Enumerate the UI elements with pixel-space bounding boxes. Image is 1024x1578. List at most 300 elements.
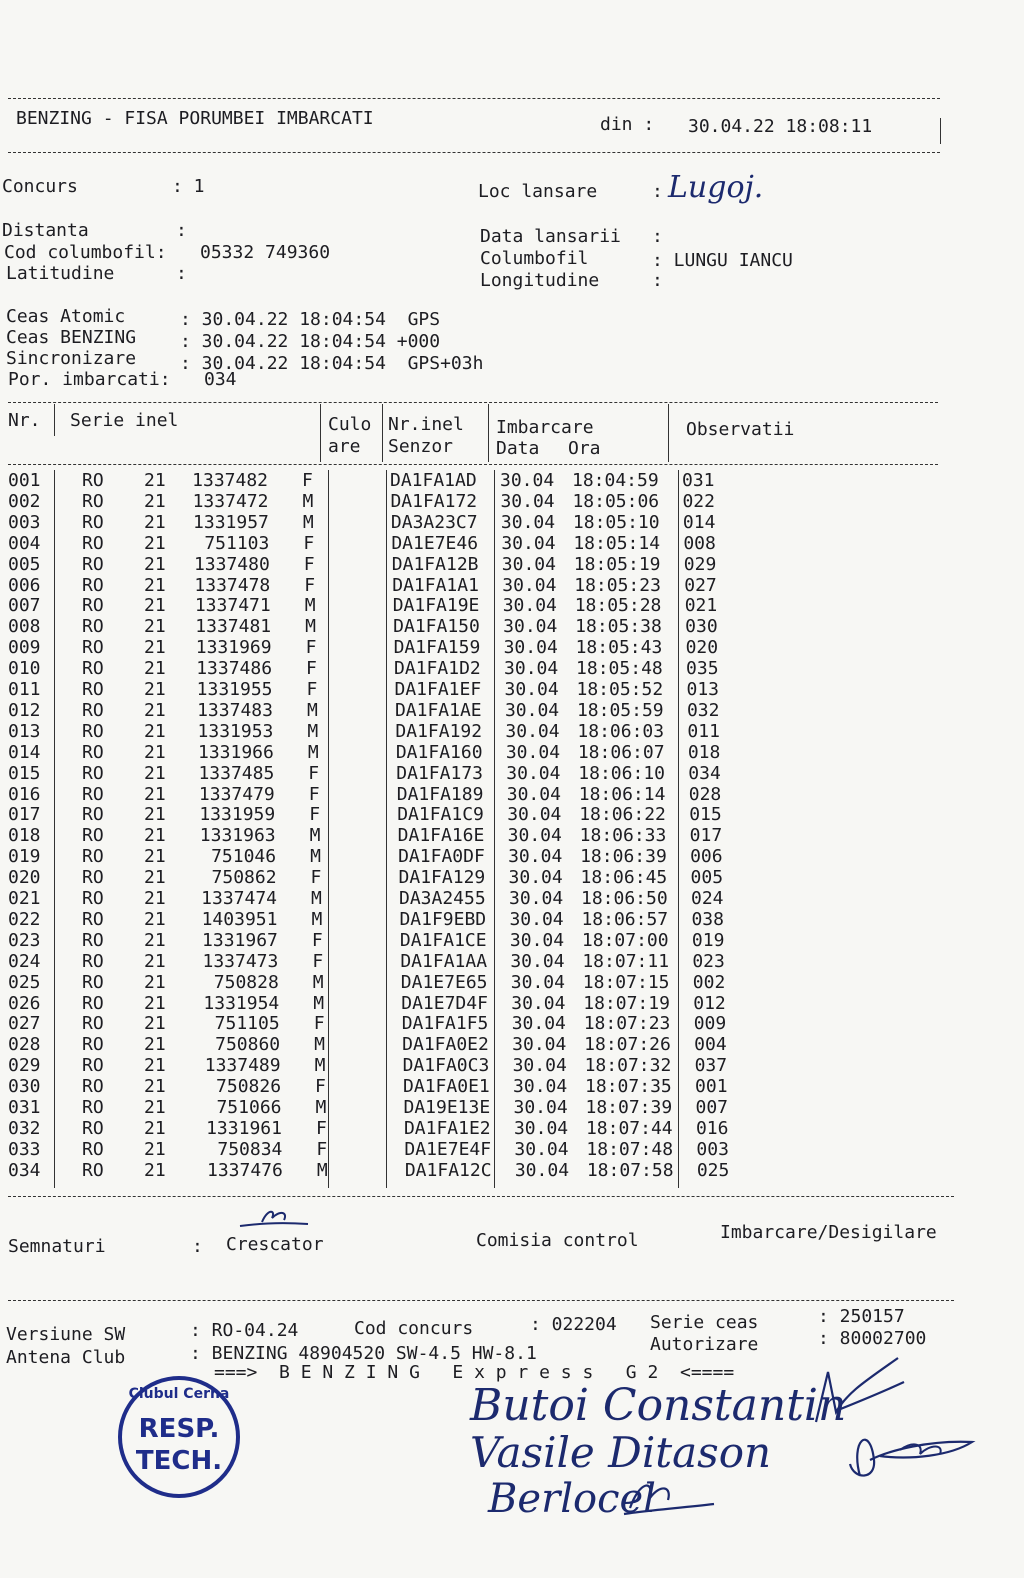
por-imbarcati-value: 034 <box>204 369 237 390</box>
comisia-control-label: Comisia control <box>476 1230 639 1251</box>
row-nr: 031 <box>8 1097 41 1118</box>
row-country: RO <box>82 1013 104 1035</box>
header-sep-culoare <box>382 404 383 462</box>
handwritten-name-3: Berlocel <box>488 1476 656 1522</box>
row-year: 21 <box>144 908 166 930</box>
row-sex: M <box>314 1034 325 1056</box>
row-ring-number: 1403951 <box>201 908 278 930</box>
row-observation: 035 <box>686 658 719 680</box>
row-year: 21 <box>144 658 166 680</box>
row-ring-number: 1337480 <box>193 553 270 575</box>
row-nr: 022 <box>8 908 41 930</box>
row-sensor: DA1FA1AE <box>394 699 482 721</box>
table-row <box>0 1160 1024 1181</box>
row-country: RO <box>82 699 104 721</box>
row-year: 21 <box>144 992 166 1014</box>
row-nr: 003 <box>8 511 41 533</box>
row-sex: F <box>315 1117 327 1139</box>
sincronizare-label: Sincronizare <box>6 348 137 369</box>
row-date: 30.04 <box>501 553 556 575</box>
body-sep-imbarcare <box>678 470 679 1188</box>
row-ring-number: 1331953 <box>197 720 274 742</box>
row-observation: 027 <box>684 574 717 596</box>
table-row <box>0 1076 1024 1097</box>
row-date: 30.04 <box>500 490 555 512</box>
row-time: 18:06:45 <box>580 867 668 889</box>
row-sex: M <box>302 511 314 533</box>
row-date: 30.04 <box>510 971 565 993</box>
table-row <box>0 575 1024 596</box>
row-time: 18:06:22 <box>579 804 666 826</box>
row-year: 21 <box>144 1097 166 1118</box>
row-ring-number: 751105 <box>214 1013 280 1035</box>
row-country: RO <box>82 825 104 847</box>
row-country: RO <box>82 1097 104 1118</box>
loc-lansare-label: Loc lansare <box>478 181 598 202</box>
handwritten-name-1: Butoi Constantin <box>470 1380 847 1431</box>
distanta-label: Distanta <box>2 220 89 241</box>
row-date: 30.04 <box>503 616 558 638</box>
row-sensor: DA1F9EBD <box>399 908 487 930</box>
row-country: RO <box>82 783 104 805</box>
row-country: RO <box>82 950 104 972</box>
row-ring-number: 751046 <box>211 846 277 868</box>
row-nr: 001 <box>8 470 41 491</box>
autorizare-value: : 80002700 <box>818 1328 927 1349</box>
table-row <box>0 1097 1024 1118</box>
row-observation: 014 <box>682 511 716 533</box>
row-date: 30.04 <box>505 720 560 742</box>
stamp-club-name: Clubul Cerna <box>128 1386 230 1402</box>
row-ring-number: 750834 <box>217 1138 283 1160</box>
header-side-bar <box>940 118 941 144</box>
table-row <box>0 1118 1024 1139</box>
row-country: RO <box>82 658 104 680</box>
row-time: 18:06:57 <box>581 908 669 930</box>
table-row <box>0 909 1024 930</box>
row-country: RO <box>82 532 104 554</box>
row-year: 21 <box>144 971 166 993</box>
row-year: 21 <box>144 553 166 575</box>
row-sex: F <box>315 1076 326 1098</box>
serie-ceas-label: Serie ceas <box>650 1312 759 1333</box>
row-date: 30.04 <box>503 637 558 659</box>
row-nr: 008 <box>8 616 41 638</box>
cod-columbofil-value: 05332 749360 <box>200 242 331 263</box>
din-value: 30.04.22 18:08:11 <box>688 116 873 137</box>
row-sex: M <box>307 741 319 763</box>
header-sep-senzor <box>488 404 489 462</box>
row-ring-number: 1337478 <box>194 574 271 596</box>
row-observation: 029 <box>683 553 717 575</box>
row-nr: 026 <box>8 992 41 1014</box>
row-sensor: DA1FA129 <box>398 867 486 889</box>
header-top-rule <box>8 98 940 99</box>
row-time: 18:05:52 <box>576 679 664 700</box>
row-nr: 024 <box>8 950 41 972</box>
row-year: 21 <box>144 511 166 533</box>
row-sensor: DA1FA1A1 <box>392 574 479 596</box>
row-country: RO <box>82 741 104 763</box>
col-header-nr-inel: Nr.inel <box>388 414 464 435</box>
row-observation: 016 <box>695 1117 729 1139</box>
row-date: 30.04 <box>510 950 565 972</box>
row-sex: M <box>313 992 325 1014</box>
row-country: RO <box>82 846 104 868</box>
row-year: 21 <box>144 846 166 868</box>
row-ring-number: 1337481 <box>195 616 272 638</box>
columbofil-label: Columbofil <box>480 248 589 269</box>
latitudine-label: Latitudine <box>6 263 115 284</box>
col-header-nr: Nr. <box>8 410 41 431</box>
benzing-express-line: ===> B E N Z I N G E x p r e s s G 2 <==== <box>214 1362 735 1383</box>
row-year: 21 <box>144 929 166 951</box>
signature-scribble-2 <box>840 1420 980 1490</box>
row-nr: 016 <box>8 783 41 805</box>
longitudine-colon: : <box>652 270 663 291</box>
row-time: 18:06:14 <box>578 783 666 805</box>
row-country: RO <box>82 971 104 993</box>
row-sensor: DA1FA150 <box>393 616 480 638</box>
header-sep-imbarcare <box>668 404 669 462</box>
row-year: 21 <box>144 574 166 596</box>
row-date: 30.04 <box>500 470 555 491</box>
row-nr: 034 <box>8 1159 41 1181</box>
row-sensor: DA1FA12C <box>404 1159 492 1181</box>
row-time: 18:06:07 <box>577 741 665 763</box>
row-observation: 011 <box>687 720 720 742</box>
col-header-observatii: Observatii <box>686 419 795 440</box>
row-date: 30.04 <box>509 888 564 909</box>
document-title: BENZING - FISA PORUMBEI IMBARCATI <box>16 108 374 129</box>
row-sensor: DA1FA172 <box>390 490 478 512</box>
row-sensor: DA1E7E65 <box>400 971 488 993</box>
din-label: din : <box>600 114 655 135</box>
row-ring-number: 750826 <box>216 1076 282 1098</box>
row-ring-number: 1337485 <box>198 762 275 784</box>
row-time: 18:06:33 <box>579 825 667 847</box>
row-sensor: DA1E7E4F <box>404 1138 492 1160</box>
row-ring-number: 1331961 <box>206 1117 282 1139</box>
row-sex: F <box>306 658 317 680</box>
crescator-signature <box>236 1204 316 1232</box>
header-sep-serie <box>320 404 321 462</box>
row-country: RO <box>82 992 104 1014</box>
row-sensor: DA19E13E <box>403 1097 491 1118</box>
row-date: 30.04 <box>501 532 556 554</box>
row-observation: 001 <box>695 1076 728 1098</box>
concurs-value: : 1 <box>172 176 205 197</box>
table-row <box>0 554 1024 575</box>
row-sensor: DA1FA1CE <box>399 929 487 951</box>
row-sex: M <box>302 490 314 512</box>
row-nr: 021 <box>8 888 41 909</box>
row-ring-number: 1331955 <box>196 679 273 700</box>
row-time: 18:05:19 <box>573 553 661 575</box>
row-observation: 019 <box>691 929 725 951</box>
row-ring-number: 1337489 <box>204 1055 281 1077</box>
ceas-benzing-value: : 30.04.22 18:04:54 +000 <box>180 331 441 352</box>
row-time: 18:07:23 <box>583 1013 671 1035</box>
stamp-line-2: TECH. <box>135 1446 223 1476</box>
row-ring-number: 1337486 <box>196 658 273 680</box>
row-country: RO <box>82 1159 104 1181</box>
row-country: RO <box>82 804 104 826</box>
row-sensor: DA3A2455 <box>399 888 486 909</box>
row-sex: F <box>304 574 316 596</box>
row-time: 18:06:50 <box>581 888 668 909</box>
row-date: 30.04 <box>512 1055 567 1077</box>
row-nr: 029 <box>8 1055 41 1077</box>
row-ring-number: 1337476 <box>206 1159 283 1181</box>
row-time: 18:06:39 <box>580 846 667 868</box>
table-row <box>0 825 1024 846</box>
row-date: 30.04 <box>506 783 561 805</box>
row-sensor: DA3A23C7 <box>390 511 478 533</box>
row-time: 18:05:10 <box>572 511 660 533</box>
row-year: 21 <box>144 616 166 638</box>
row-nr: 013 <box>8 720 41 742</box>
row-year: 21 <box>144 699 166 721</box>
table-row <box>0 1034 1024 1055</box>
row-ring-number: 1331969 <box>195 637 272 659</box>
row-sex: M <box>314 1055 326 1077</box>
table-row <box>0 888 1024 909</box>
row-sensor: DA1FA0E2 <box>402 1034 489 1056</box>
ceas-atomic-label: Ceas Atomic <box>6 306 126 327</box>
table-row <box>0 846 1024 867</box>
signature-scribble-3 <box>620 1470 720 1520</box>
row-observation: 022 <box>682 490 715 512</box>
row-sex: M <box>311 888 322 909</box>
col-header-culoare-2: are <box>328 436 361 457</box>
row-sensor: DA1FA1D2 <box>394 658 481 680</box>
row-nr: 010 <box>8 658 41 680</box>
row-nr: 004 <box>8 532 41 554</box>
row-sex: M <box>315 1097 327 1118</box>
table-row <box>0 533 1024 554</box>
row-observation: 025 <box>696 1159 730 1181</box>
row-date: 30.04 <box>507 804 562 826</box>
row-country: RO <box>82 1138 104 1160</box>
row-sex: F <box>306 679 318 700</box>
row-observation: 018 <box>687 741 721 763</box>
autorizare-label: Autorizare <box>650 1334 759 1355</box>
row-observation: 007 <box>695 1097 729 1118</box>
row-time: 18:05:28 <box>574 595 662 617</box>
row-time: 18:05:06 <box>572 490 660 512</box>
row-country: RO <box>82 929 104 951</box>
row-time: 18:07:39 <box>585 1097 673 1118</box>
row-sensor: DA1FA19E <box>392 595 480 617</box>
row-sensor: DA1FA1C9 <box>397 804 484 826</box>
row-sex: F <box>310 867 322 889</box>
row-year: 21 <box>144 888 166 909</box>
row-time: 18:07:19 <box>583 992 670 1014</box>
row-sensor: DA1FA1AA <box>400 950 488 972</box>
row-year: 21 <box>144 950 166 972</box>
row-country: RO <box>82 1117 104 1139</box>
row-sex: M <box>310 846 321 868</box>
row-observation: 003 <box>696 1138 729 1160</box>
latitudine-colon: : <box>176 263 187 284</box>
row-sex: M <box>311 908 323 930</box>
distanta-colon: : <box>176 220 187 241</box>
versiune-sw-value: : RO-04.24 <box>190 1320 299 1341</box>
row-year: 21 <box>144 1138 166 1160</box>
table-row <box>0 804 1024 825</box>
row-nr: 018 <box>8 825 41 847</box>
row-sex: F <box>303 532 315 554</box>
table-row <box>0 930 1024 951</box>
row-country: RO <box>82 1076 104 1098</box>
row-observation: 021 <box>684 595 718 617</box>
row-observation: 034 <box>688 762 721 784</box>
row-date: 30.04 <box>502 574 557 596</box>
row-date: 30.04 <box>506 762 561 784</box>
row-nr: 007 <box>8 595 41 617</box>
table-row <box>0 491 1024 512</box>
row-ring-number: 750860 <box>215 1034 281 1056</box>
por-imbarcati-label: Por. imbarcati: <box>8 369 171 390</box>
row-observation: 009 <box>693 1013 727 1035</box>
row-sensor: DA1E7E46 <box>391 532 479 554</box>
table-header-bottom-rule <box>8 464 938 465</box>
row-country: RO <box>82 595 104 617</box>
row-sensor: DA1FA0C3 <box>402 1055 490 1077</box>
row-time: 18:07:00 <box>581 929 669 951</box>
row-sensor: DA1FA173 <box>396 762 484 784</box>
row-sex: M <box>304 595 316 617</box>
row-sex: F <box>308 783 320 805</box>
row-date: 30.04 <box>511 1013 566 1035</box>
table-row <box>0 784 1024 805</box>
row-ring-number: 1331966 <box>197 741 274 763</box>
row-sensor: DA1FA159 <box>393 637 481 659</box>
row-ring-number: 1331954 <box>203 992 280 1014</box>
row-time: 18:07:58 <box>586 1159 674 1181</box>
row-sensor: DA1FA1E2 <box>403 1117 491 1139</box>
imbarcare-desigilare-label: Imbarcare/Desigilare <box>720 1222 937 1243</box>
row-year: 21 <box>144 490 166 512</box>
row-nr: 030 <box>8 1076 41 1098</box>
semnaturi-label: Semnaturi <box>8 1236 106 1257</box>
row-nr: 006 <box>8 574 41 596</box>
row-observation: 008 <box>683 532 716 554</box>
ceas-benzing-label: Ceas BENZING <box>6 327 137 348</box>
row-time: 18:04:59 <box>572 470 659 491</box>
row-observation: 038 <box>691 908 724 930</box>
table-row <box>0 763 1024 784</box>
row-year: 21 <box>144 1159 166 1181</box>
row-date: 30.04 <box>508 867 563 889</box>
row-year: 21 <box>144 1013 166 1035</box>
serie-ceas-value: : 250157 <box>818 1306 905 1327</box>
row-year: 21 <box>144 470 166 491</box>
table-row <box>0 658 1024 679</box>
row-time: 18:05:38 <box>575 616 662 638</box>
data-lansarii-label: Data lansarii <box>480 226 621 247</box>
row-observation: 024 <box>691 888 724 909</box>
table-row <box>0 972 1024 993</box>
row-sex: M <box>312 971 324 993</box>
row-observation: 002 <box>692 971 726 993</box>
row-time: 18:05:23 <box>574 574 661 596</box>
row-year: 21 <box>144 825 166 847</box>
row-nr: 009 <box>8 637 41 659</box>
footer-top-rule <box>8 1300 954 1301</box>
cod-columbofil-label: Cod columbofil: <box>4 242 167 263</box>
row-time: 18:07:15 <box>582 971 670 993</box>
row-observation: 006 <box>690 846 723 868</box>
row-country: RO <box>82 637 104 659</box>
row-observation: 015 <box>689 804 722 826</box>
club-stamp <box>118 1376 240 1498</box>
row-date: 30.04 <box>500 511 556 533</box>
row-nr: 025 <box>8 971 41 993</box>
table-row <box>0 867 1024 888</box>
row-observation: 030 <box>685 616 718 638</box>
table-row <box>0 700 1024 721</box>
row-time: 18:07:44 <box>585 1117 673 1139</box>
row-time: 18:05:48 <box>576 658 663 680</box>
table-row <box>0 637 1024 658</box>
col-header-ora: Ora <box>568 438 601 459</box>
row-sex: M <box>307 720 319 742</box>
row-year: 21 <box>144 783 166 805</box>
row-date: 30.04 <box>513 1117 569 1139</box>
row-year: 21 <box>144 532 166 554</box>
row-nr: 032 <box>8 1117 41 1139</box>
row-sensor: DA1FA160 <box>395 741 483 763</box>
row-ring-number: 1337472 <box>192 490 269 512</box>
row-sex: F <box>305 637 317 659</box>
table-row <box>0 1013 1024 1034</box>
row-nr: 028 <box>8 1034 41 1056</box>
row-time: 18:05:59 <box>576 699 664 721</box>
row-nr: 014 <box>8 741 41 763</box>
row-date: 30.04 <box>513 1097 568 1118</box>
row-nr: 019 <box>8 846 41 868</box>
row-country: RO <box>82 762 104 784</box>
antena-club-label: Antena Club <box>6 1347 126 1368</box>
table-bottom-rule <box>8 1196 954 1197</box>
ceas-atomic-value: : 30.04.22 18:04:54 GPS <box>180 309 441 330</box>
row-year: 21 <box>144 741 166 763</box>
table-row <box>0 595 1024 616</box>
row-time: 18:05:14 <box>573 532 661 554</box>
table-row <box>0 470 1024 491</box>
row-country: RO <box>82 679 104 700</box>
row-year: 21 <box>144 1034 166 1056</box>
row-country: RO <box>82 720 104 742</box>
handwritten-name-2: Vasile Ditason <box>470 1428 772 1477</box>
crescator-label: Crescator <box>226 1234 324 1255</box>
row-observation: 023 <box>692 950 725 972</box>
row-sensor: DA1FA192 <box>395 720 483 742</box>
row-year: 21 <box>144 637 166 659</box>
row-ring-number: 1337474 <box>201 888 277 909</box>
sincronizare-value: : 30.04.22 18:04:54 GPS+03h <box>180 353 484 374</box>
row-sensor: DA1FA0E1 <box>403 1076 490 1098</box>
row-sex: F <box>303 553 315 575</box>
row-observation: 031 <box>682 470 715 491</box>
row-date: 30.04 <box>504 679 559 700</box>
row-ring-number: 1331959 <box>199 804 276 826</box>
row-sensor: DA1FA12B <box>391 553 479 575</box>
row-year: 21 <box>144 867 166 889</box>
row-observation: 028 <box>688 783 722 805</box>
